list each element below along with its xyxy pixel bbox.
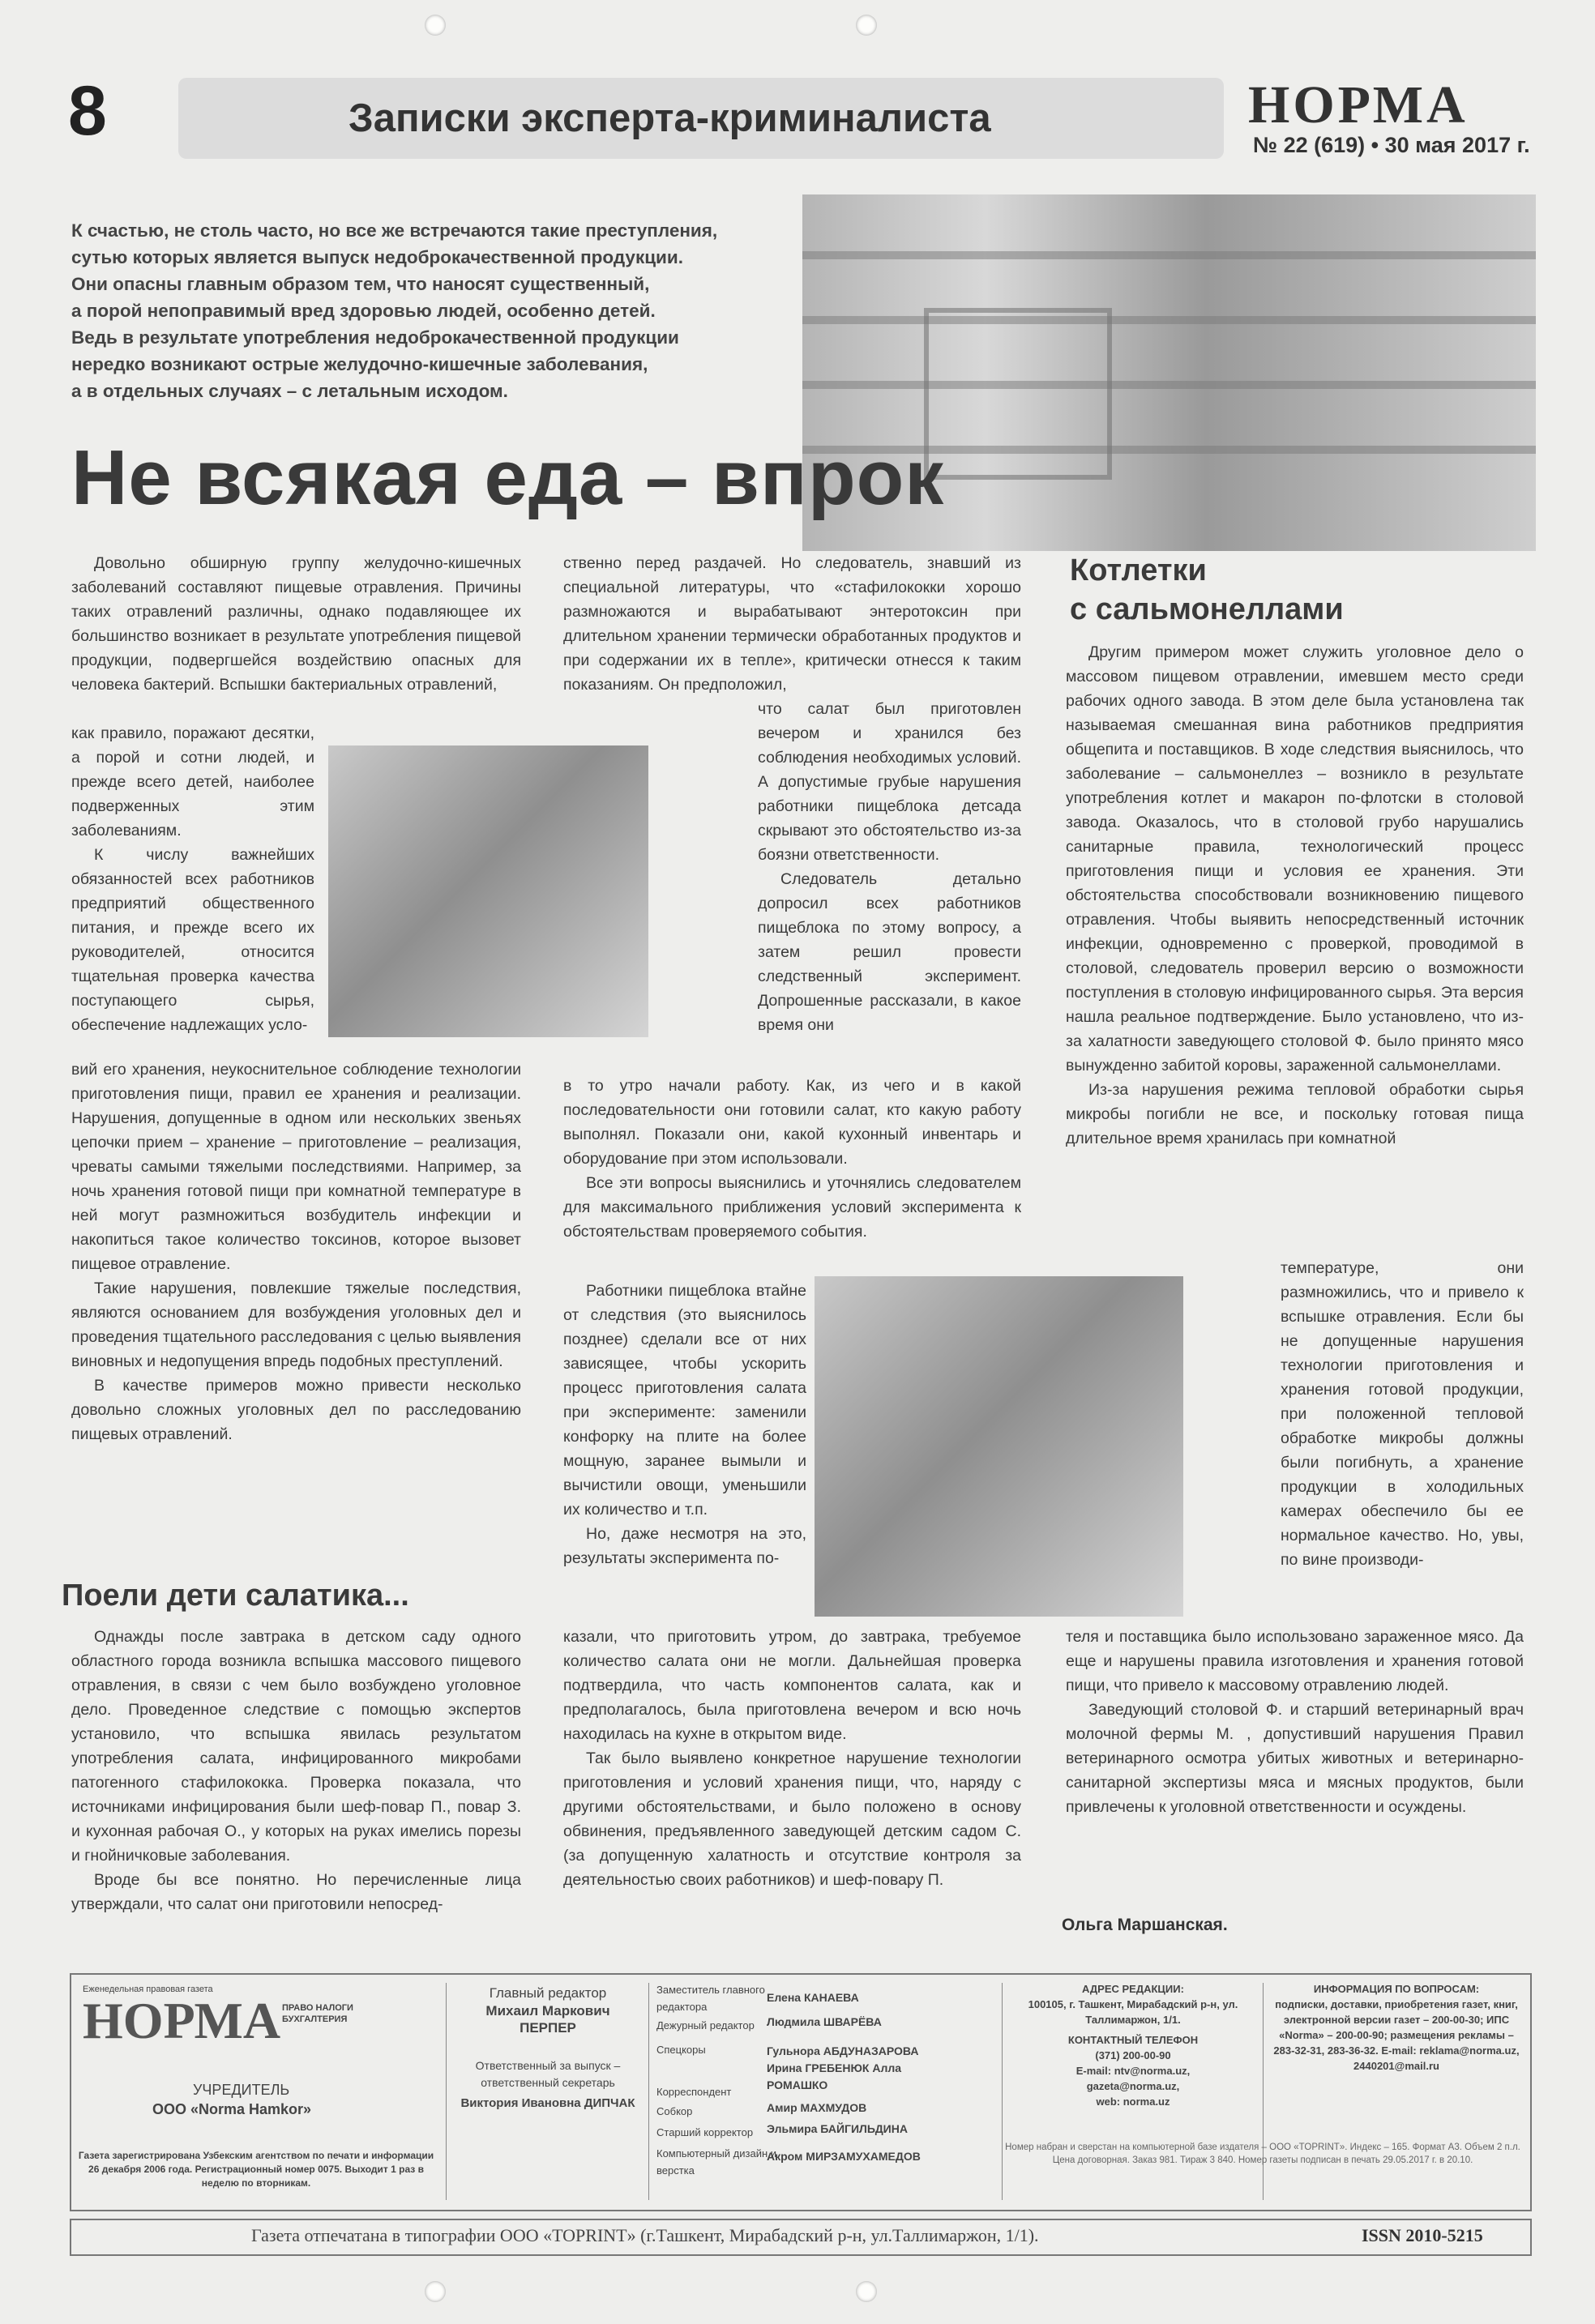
column-3-wrap	[1281, 1256, 1524, 1572]
founder: ООО «Norma Hamkor»	[152, 2101, 312, 2117]
paragraph: Такие нарушения, повлекшие тяжелые последствия, являются основанием для возбуждения уголовных дел и проведения тщательного расследования с целью выявления виновных и недопущения впредь подобных преступлений.	[71, 1279, 521, 1370]
page-number: 8	[68, 72, 107, 150]
divider	[1002, 1983, 1003, 2200]
paragraph: Следователь детально допросил всех работников пищеблока по этому вопросу, а затем решил провести следственный эксперимент. Допрошенные рассказали, в какое время они	[758, 870, 1021, 1034]
subheading-line: Котлетки	[1070, 553, 1207, 587]
column-2-wrap	[758, 697, 1021, 1037]
paragraph: Однажды после завтрака в детском саду одного областного города возникла вспышка массового пищевого отравления, в связи с чем было возбуждено уголовное дело. Проведенное следствие с помощью экспертов установило, что вспышка явилась результатом употребления салата, инфицированного микробами патогенного стафилококка. Проверка показала, что источниками инфицирования были шеф-повар П., повар З. и кухонная рабочая О., у которых на руках имелись порезы и гнойничковые заболевания.	[71, 1628, 521, 1865]
column-1-wrap	[71, 721, 314, 1037]
author: Ольга Маршанская.	[1062, 1916, 1228, 1934]
column-1	[71, 551, 521, 697]
newspaper-logo: НОРМА	[1248, 75, 1469, 135]
staff-name: Акром МИРЗАМУХАМЕДОВ	[767, 2150, 921, 2163]
paragraph: Другим примером может служить уголовное дело о массовом пищевом отравлении, имевшем место среди рабочих одного завода. В этом деле была установлена так называемая смешанная вина работников предприятия общепита и поставщиков. В ходе следствия выяснилось, что заболевание – сальмонеллез – возникло в результате употребления котлет и макарон по-флотски в столовой завода. Оказалось, что в столовой грубо нарушались санитарные правила, технологический процесс приготовления пищи и условия ее хранения. Эти обстоятельства способствовали возникновению пищевого отравления. Чтобы выявить непосредственный источник инфекции, одновременно с проверкой, проводимой в столовой, следователь проверил версию о возможности поступления в столовую инфицированного сырья. Эта версия нашла реальное подтверждение. Было установлено, что из-за халатности заведующего столовой Ф. было принято мясо вынужденно забитой коровы, зараженной сальмонеллами.	[1066, 643, 1524, 1074]
staff-role: Компьютерный дизайн и верстка	[656, 2147, 777, 2177]
paragraph: что салат был приготовлен вечером и хранился без соблюдения необходимых условий. А допустимые грубые нарушения работники пищеблока детсада скрывают это обстоятельство из-за боязни ответственности.	[758, 700, 1021, 864]
column-1-lower	[71, 1057, 521, 1446]
staff-role: Старший корректор	[656, 2126, 754, 2138]
shopping-cart-icon	[924, 308, 1112, 480]
info-label: ИНФОРМАЦИЯ ПО ВОПРОСАМ:	[1313, 1983, 1480, 1995]
staff-role: Дежурный редактор	[656, 2019, 755, 2031]
paragraph: Все эти вопросы выяснились и уточнялись следователем для максимального приближения условий эксперимента к обстоятельствам проверяемого события.	[563, 1174, 1021, 1241]
staff-name: Гульнора АБДУНАЗАРОВА Ирина ГРЕБЕНЮК Алла РОМАШКО	[767, 2044, 919, 2091]
rubric-title: Записки эксперта-криминалиста	[349, 96, 991, 140]
paragraph: теля и поставщика было использовано зараженное мясо. Да еще и нарушены правила изготовления и хранения готовой пищи, что привело к массовому отравлению людей.	[1066, 1628, 1524, 1694]
subheading	[1070, 551, 1344, 629]
email: E-mail: ntv@norma.uz, gazeta@norma.uz,	[1075, 2065, 1191, 2092]
founder-label: УЧРЕДИТЕЛЬ	[193, 2082, 290, 2098]
binder-hole	[425, 2281, 446, 2302]
subheading: Поели дети салатика...	[62, 1579, 409, 1613]
paragraph: Вроде бы все понятно. Но перечисленные лица утверждали, что салат они приготовили непосред-	[71, 1871, 521, 1913]
info-contacts	[1272, 1981, 1520, 2074]
column-2-mid	[563, 1074, 1021, 1244]
paragraph: Работники пищеблока втайне от следствия (это выяснилось позднее) сделали все от них зависящее, чтобы ускорить процесс приготовления салата при эксперименте: заменили конфорку на плите на более мощную, заранее вымыли и вычистили овощи, уменьшили их количество и т.п.	[563, 1282, 806, 1519]
paragraph: Из-за нарушения режима тепловой обработки сырья микробы погибли не все, и поскольку готовая пища длительное время хранилась при комнатной	[1066, 1081, 1524, 1147]
secretary: Виктория Ивановна ДИПЧАК	[460, 2096, 635, 2110]
divider	[1263, 1983, 1264, 2200]
column-2-bottom	[563, 1625, 1021, 1892]
column-1-bottom	[71, 1625, 521, 1916]
staff-name: Людмила ШВАРЁВА	[767, 2015, 882, 2028]
address-label: АДРЕС РЕДАКЦИИ:	[1082, 1983, 1184, 1995]
logo-tagline: ПРАВО НАЛОГИ БУХГАЛТЕРИЯ	[282, 2003, 353, 2024]
subheading-line: с сальмонеллами	[1070, 592, 1344, 626]
paragraph: в то утро начали работу. Как, из чего и в какой последовательности они готовили салат, кто какую работу выполнял. Показали они, какой кухонный инвентарь и оборудование при этом использовали.	[563, 1077, 1021, 1168]
technical-info: Номер набран и сверстан на компьютерной базе издателя – ООО «TOPRINT». Индекс – 165. Формат А3. Объем 2 п.л. Цена договорная. Заказ 981. Тираж 3 840. Номер газеты подписан в печать 29.05.2017 г. в 20.10.	[1005, 2142, 1520, 2165]
imprint-logo: НОРМА	[83, 1992, 281, 2049]
binder-hole	[856, 2281, 877, 2302]
paragraph: Заведующий столовой Ф. и старший ветеринарный врач молочной фермы М. , допустивший нарушения Правил ветеринарного осмотра убитых животных и ветеринарно-санитарной экспертизы мяса и мясных продуктов, были привлечены к уголовной ответственности и осуждены.	[1066, 1701, 1524, 1816]
staff-role: Собкор	[656, 2105, 693, 2117]
printing-house-note: Газета отпечатана в типографии ООО «TOPRINT» (г.Ташкент, Мирабадский р-н, ул.Таллимаржон, 1/1).	[251, 2225, 1039, 2245]
issn: ISSN 2010-5215	[1362, 2225, 1483, 2245]
paragraph: Но, даже несмотря на это, результаты эксперимента по-	[563, 1525, 806, 1567]
paragraph: температуре, они размножились, что и привело к вспышке отравления. Если бы не допущенные нарушения технологии приготовления и хранения готовой продукции, при положенной тепловой обработке микробы должны были погибнуть, а хранение продукции в холодильных камерах обеспечило бы ее нормальное качество. Но, увы, по вине производи-	[1281, 1259, 1524, 1569]
column-3-bottom	[1066, 1625, 1524, 1819]
chief-label: Главный редактор	[489, 1985, 607, 2001]
phone: (371) 200-00-90	[1095, 2049, 1171, 2061]
divider	[446, 1983, 447, 2200]
paragraph: К числу важнейших обязанностей всех работников предприятий общественного питания, и прежде всего их руководителей, относится тщательная проверка качества поступающего сырья, обеспечение надлежащих усло-	[71, 846, 314, 1034]
canteen-photo	[815, 1276, 1183, 1617]
secretary-label: Ответственный за выпуск – ответственный секретарь	[475, 2059, 621, 2089]
logo-caption: Еженедельная правовая газета	[83, 1984, 213, 1994]
paragraph: вий его хранения, неукоснительное соблюдение технологии приготовления пищи, правил ее хранения и реализации. Нарушения, допущенные в одном или нескольких звеньях цепочки прием – хранение – приготовление – реализация, чреваты самыми тяжелыми последствиями. Например, за ночь хранения готовой пищи при комнатной температуре в ней могут размножиться возбудитель инфекции и накопиться такое количество токсинов, которое вызовет пищевое отравление.	[71, 1061, 521, 1273]
website: web: norma.uz	[1096, 2095, 1170, 2108]
phone-label: КОНТАКТНЫЙ ТЕЛЕФОН	[1067, 2034, 1199, 2046]
lead-paragraph: К счастью, не столь часто, но все же встречаются такие преступления, сутью которых является выпуск недоброкачественной продукции. Они опасны главным образом тем, что наносят существенный, а порой непоправимый вред здоровью людей, особенно детей. Ведь в результате употребления недоброкачественной продукции нередко возникают острые желудочно-кишечные заболевания, а в отдельных случаях – с летальным исходом.	[71, 220, 718, 401]
column-2	[563, 551, 1021, 697]
info-text: подписки, доставки, приобретения газет, книг, электронной версии газет – 200-00-30; ИПС «Norma» – 200-00-90; размещения рекламы – 283-32-31, 283-36-32. E-mail: reklama@norma.uz, 2440201@mail.ru	[1273, 1998, 1520, 2072]
binder-hole	[425, 15, 446, 36]
contacts	[1011, 1981, 1255, 2109]
chefs-photo	[328, 745, 648, 1037]
paragraph: казали, что приготовить утром, до завтрака, требуемое количество салата они не могли. Дальнейшая проверка подтвердила, что часть компонентов салата, как и предполагалось, была приготовлена вечером и всю ночь находилась на кухне в открытом виде.	[563, 1628, 1021, 1743]
column-3	[1066, 640, 1524, 1151]
imprint-box	[70, 1973, 1532, 2211]
paragraph: Довольно обширную группу желудочно-кишечных заболеваний составляют пищевые отравления. Причины таких отравлений различны, однако подавляющее их большинство возникает в результате употребления пищевой продукции, подвергшейся воздействию опасных для человека бактерий. Вспышки бактериальных отравлений,	[71, 554, 521, 694]
issue-info: № 22 (619) • 30 мая 2017 г.	[1253, 133, 1530, 157]
staff-role: Корреспондент	[656, 2086, 732, 2098]
registration-info: Газета зарегистрирована Узбекским агентством по печати и информации 26 декабря 2006 года. Регистрационный номер 0075. Выходит 1 раз в неделю по вторникам.	[78, 2150, 434, 2189]
chief-editor: Михаил Маркович ПЕРПЕР	[485, 2003, 610, 2036]
paragraph: В качестве примеров можно привести несколько довольно сложных уголовных дел по расследованию пищевых отравлений.	[71, 1377, 521, 1443]
staff-role: Спецкоры	[656, 2044, 706, 2056]
staff-role: Заместитель главного редактора	[656, 1984, 765, 2013]
paragraph: ственно перед раздачей. Но следователь, знавший из специальной литературы, что «стафилококки хорошо размножаются и вырабатывают энтеротоксин при длительном хранении термически обработанных продуктов и при содержании их в тепле», критически отнесся к таким показаниям. Он предположил,	[563, 554, 1021, 694]
staff-names	[767, 1989, 1034, 2169]
column-2-wrap-2	[563, 1279, 806, 1570]
staff-name: Елена КАНАЕВА	[767, 1991, 859, 2004]
staff-name: Амир МАХМУДОВ	[767, 2101, 867, 2114]
paragraph: Так было выявлено конкретное нарушение технологии приготовления и условий хранения пищи, что, наряду с другими обстоятельствами, и было положено в основу обвинения, предъявленного заведующей детским садом С. (за допущенную халатность и отсутствие контроля за деятельностью своих работников) и шеф-повару П.	[563, 1749, 1021, 1889]
binder-hole	[856, 15, 877, 36]
address: 100105, г. Ташкент, Мирабадский р-н, ул. Таллимаржон, 1/1.	[1028, 1998, 1238, 2026]
staff-name: Эльмира БАЙГИЛЬДИНА	[767, 2122, 908, 2135]
divider	[648, 1983, 649, 2200]
paragraph: как правило, поражают десятки, а порой и сотни людей, и прежде всего детей, наиболее подверженных этим заболеваниям.	[71, 724, 314, 839]
headline: Не всякая еда – впрок	[71, 434, 945, 521]
